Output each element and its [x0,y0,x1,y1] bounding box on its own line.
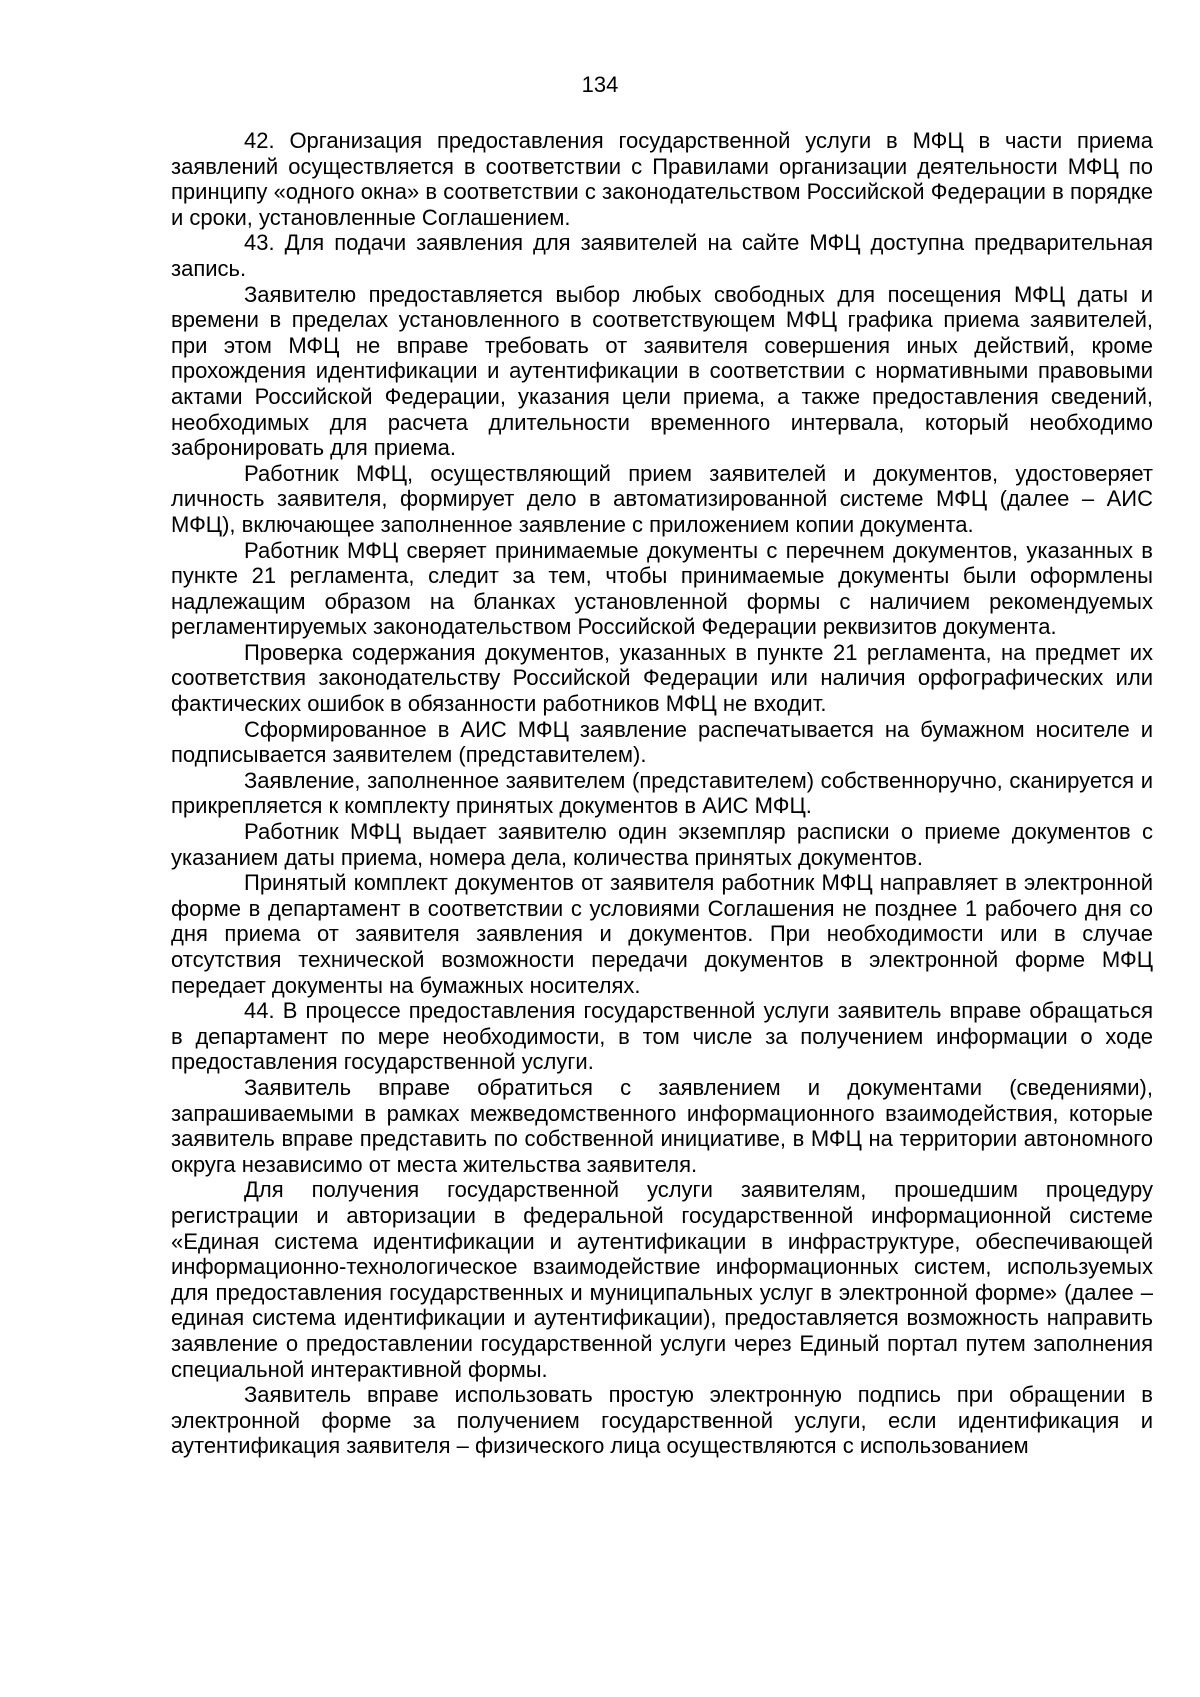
paragraph-receipt: Работник МФЦ выдает заявителю один экземпляр расписки о приеме документов с указанием даты приема, номера дела, количества принятых документов. [171,819,1153,870]
paragraph-booking-slot: Заявителю предоставляется выбор любых свободных для посещения МФЦ даты и времени в пределах установленного в соответствующем МФЦ графика приема заявителей, при этом МФЦ не вправе требовать от заявителя совершения иных действий, кроме прохождения идентификации и аутентификации в соответствии с нормативными правовыми актами Российской Федерации, указания цели приема, а также предоставления сведений, необходимых для расчета длительности временного интервала, который необходимо забронировать для приема. [171,281,1153,461]
paragraph-interagency-documents: Заявитель вправе обратиться с заявлением и документами (сведениями), запрашиваемыми в рамках межведомственного информационного взаимодействия, которые заявитель вправе представить по собственной инициативе, в МФЦ на территории автономного округа независимо от места жительства заявителя. [171,1074,1153,1177]
paragraph-item-42: 42. Организация предоставления государственной услуги в МФЦ в части приема заявлений осуществляется в соответствии с Правилами организации деятельности МФЦ по принципу «одного окна» в соответствии с законодательством Российской Федерации в порядке и сроки, установленные Соглашением. [171,128,1153,230]
paragraph-identity-check: Работник МФЦ, осуществляющий прием заявителей и документов, удостоверяет личность заявителя, формирует дело в автоматизированной системе МФЦ (далее – АИС МФЦ), включающее заполненное заявление с приложением копии документа. [171,460,1153,537]
paragraph-item-43: 43. Для подачи заявления для заявителей на сайте МФЦ доступна предварительная запись. [171,230,1153,281]
paragraph-content-check: Проверка содержания документов, указанных в пункте 21 регламента, на предмет их соответствия законодательству Российской Федерации или наличия орфографических или фактических ошибок в обязанности работников МФЦ не входит. [171,639,1153,717]
paragraph-transfer-to-department: Принятый комплект документов от заявителя работник МФЦ направляет в электронной форме в департамент в соответствии с условиями Соглашения не позднее 1 рабочего дня со дня приема от заявителя заявления и документов. При необходимости или в случае отсутствия технической возможности передачи документов в электронной форме МФЦ передает документы на бумажных носителях. [171,870,1153,998]
paragraph-electronic-signature: Заявитель вправе использовать простую электронную подпись при обращении в электронной форме за получением государственной услуги, если идентификация и аутентификация заявителя – физического лица осуществляются с использованием [171,1382,1153,1459]
paragraph-application-scan: Заявление, заполненное заявителем (представителем) собственноручно, сканируется и прикрепляется к комплекту принятых документов в АИС МФЦ. [171,767,1153,819]
page-number: 134 [581,72,619,97]
paragraph-application-print: Сформированное в АИС МФЦ заявление распечатывается на бумажном носителе и подписывается заявителем (представителем). [171,716,1153,768]
paragraph-documents-verification: Работник МФЦ сверяет принимаемые документы с перечнем документов, указанных в пункте 21 регламента, следит за тем, чтобы принимаемые документы были оформлены надлежащим образом на бланках установленной формы с наличием рекомендуемых регламентируемых законодательством Российской Федерации реквизитов документа. [171,537,1153,640]
paragraph-item-44: 44. В процессе предоставления государственной услуги заявитель вправе обращаться в департамент по мере необходимости, в том числе за получением информации о ходе предоставления государственной услуги. [171,998,1153,1075]
paragraph-unified-portal: Для получения государственной услуги заявителям, прошедшим процедуру регистрации и авторизации в федеральной государственной информационной системе «Единая система идентификации и аутентификации в инфраструктуре, обеспечивающей информационно-технологическое взаимодействие информационных систем, используемых для предоставления государственных и муниципальных услуг в электронной форме» (далее – единая система идентификации и аутентификации), предоставляется возможность направить заявление о предоставлении государственной услуги через Единый портал путем заполнения специальной интерактивной формы. [171,1177,1153,1382]
document-body [171,128,1153,1459]
